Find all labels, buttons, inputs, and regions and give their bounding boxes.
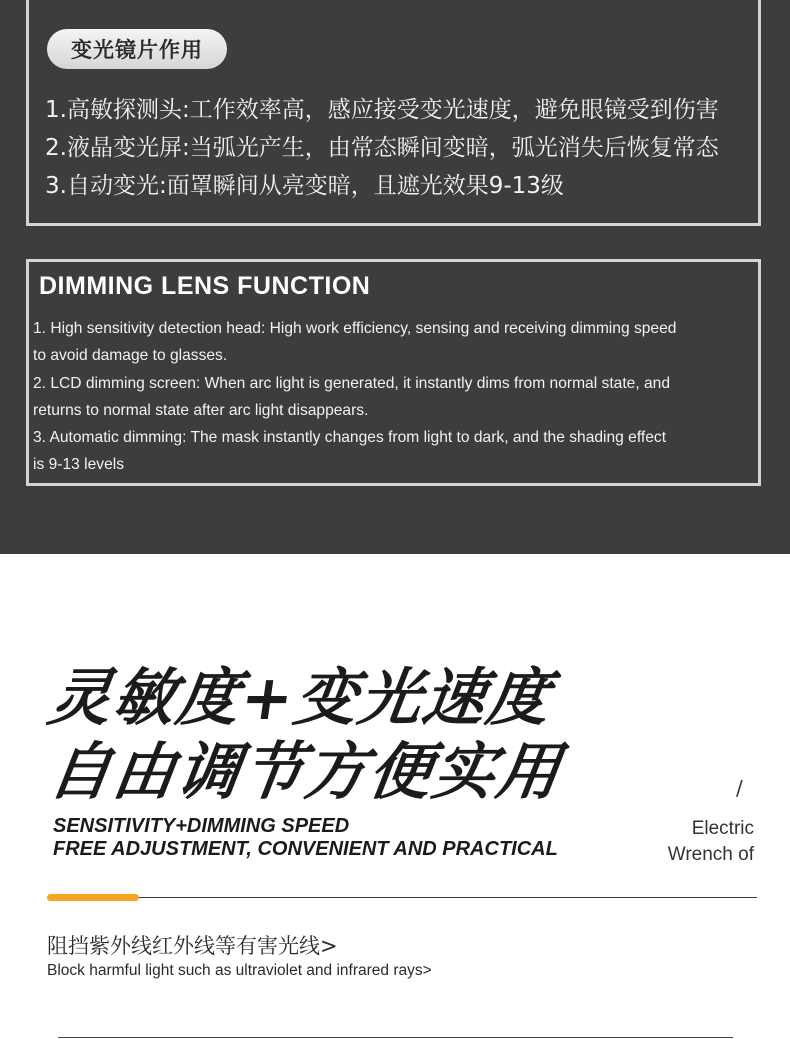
chinese-function-line: 3.自动变光:面罩瞬间从亮变暗，且遮光效果9-13级	[45, 173, 564, 199]
chinese-function-box	[26, 0, 761, 226]
side-text-line-2: Wrench of	[667, 844, 754, 865]
bottom-divider-line	[58, 1037, 733, 1038]
english-function-line: is 9-13 levels	[33, 456, 125, 474]
english-function-line: 2. LCD dimming screen: When arc light is generated, it instantly dims from normal state, and	[33, 374, 671, 392]
section-pill-title: 变光镜片作用	[47, 29, 227, 69]
chinese-function-line: 2.液晶变光屏:当弧光产生，由常态瞬间变暗，弧光消失后恢复常态	[45, 135, 719, 161]
english-function-line: 1. High sensitivity detection head: High work efficiency, sensing and receiving dimming speed	[33, 320, 677, 337]
divider-line	[47, 897, 757, 898]
feature-heading-chinese: 阻挡紫外线红外线等有害光线>	[47, 934, 338, 958]
subheadline-line-2: FREE ADJUSTMENT, CONVENIENT AND PRACTICAL	[53, 838, 558, 860]
headline-line-1: 灵敏度+变光速度	[44, 661, 557, 734]
headline-line-2: 自由调节方便实用	[44, 735, 567, 808]
chinese-function-line: 1.高敏探测头:工作效率高，感应接受变光速度，避免眼镜受到伤害	[45, 97, 719, 123]
english-function-box	[26, 259, 761, 486]
english-function-list	[33, 315, 758, 479]
english-section-title: DIMMING LENS FUNCTION	[39, 272, 371, 300]
subheadline-line-1: SENSITIVITY+DIMMING SPEED	[53, 815, 350, 837]
slash-mark: /	[736, 776, 743, 800]
accent-bar	[47, 894, 139, 901]
english-function-line: to avoid damage to glasses.	[33, 347, 228, 365]
side-text-line-1: Electric	[691, 818, 754, 839]
chinese-function-list	[45, 91, 752, 205]
english-function-line: returns to normal state after arc light disappears.	[33, 401, 369, 419]
feature-heading-english: Block harmful light such as ultraviolet and infrared rays>	[47, 962, 432, 979]
english-function-line: 3. Automatic dimming: The mask instantly changes from light to dark, and the shading effect	[33, 429, 667, 447]
